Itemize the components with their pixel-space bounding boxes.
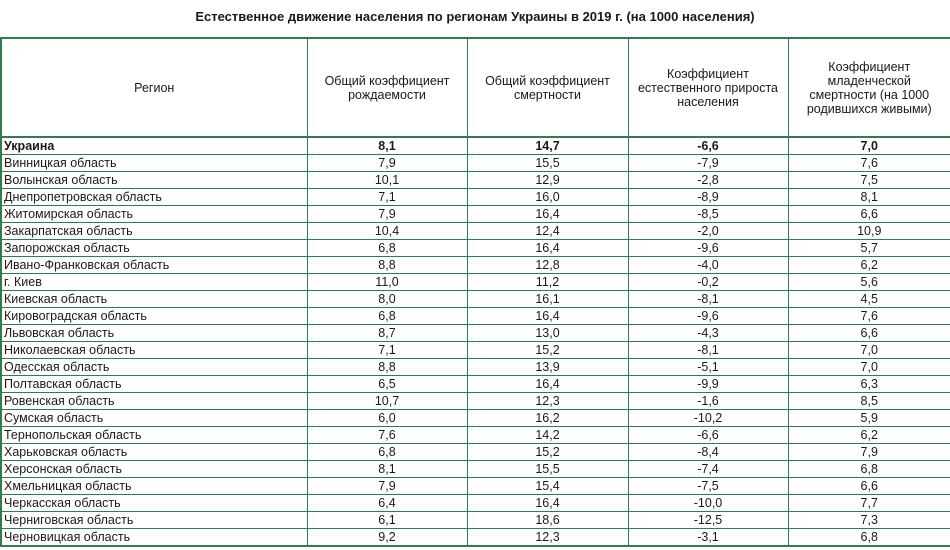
table-row (1, 359, 950, 376)
cell-natural-increase: -2,8 (628, 172, 788, 189)
cell-death-rate: 14,2 (467, 427, 628, 444)
population-table (0, 37, 950, 547)
page-title: Естественное движение населения по регионам Украины в 2019 г. (на 1000 населения) (195, 9, 755, 24)
cell-death-rate: 16,4 (467, 376, 628, 393)
cell-natural-increase: -4,0 (628, 257, 788, 274)
table-row (1, 376, 950, 393)
cell-birth-rate: 6,5 (307, 376, 467, 393)
cell-death-rate: 15,2 (467, 444, 628, 461)
table-row (1, 478, 950, 495)
cell-infant-mortality: 6,8 (788, 529, 950, 547)
cell-natural-increase: -2,0 (628, 223, 788, 240)
cell-region: г. Киев (1, 274, 307, 291)
cell-birth-rate: 10,4 (307, 223, 467, 240)
header-birth-rate: Общий коэффициент рождаемости (307, 38, 467, 137)
cell-death-rate: 12,3 (467, 529, 628, 547)
cell-infant-mortality: 5,6 (788, 274, 950, 291)
cell-region: Волынская область (1, 172, 307, 189)
cell-birth-rate: 6,0 (307, 410, 467, 427)
cell-birth-rate: 8,1 (307, 137, 467, 155)
table-row (1, 223, 950, 240)
cell-death-rate: 12,3 (467, 393, 628, 410)
cell-death-rate: 11,2 (467, 274, 628, 291)
cell-birth-rate: 10,1 (307, 172, 467, 189)
cell-region: Запорожская область (1, 240, 307, 257)
cell-infant-mortality: 5,9 (788, 410, 950, 427)
cell-death-rate: 16,4 (467, 308, 628, 325)
cell-natural-increase: -8,4 (628, 444, 788, 461)
cell-natural-increase: -10,2 (628, 410, 788, 427)
cell-death-rate: 16,2 (467, 410, 628, 427)
cell-region: Хмельницкая область (1, 478, 307, 495)
cell-infant-mortality: 7,6 (788, 308, 950, 325)
cell-birth-rate: 8,1 (307, 461, 467, 478)
cell-birth-rate: 7,1 (307, 342, 467, 359)
header-region: Регион (1, 38, 307, 137)
cell-natural-increase: -10,0 (628, 495, 788, 512)
cell-infant-mortality: 6,8 (788, 461, 950, 478)
cell-infant-mortality: 6,2 (788, 427, 950, 444)
cell-birth-rate: 8,0 (307, 291, 467, 308)
cell-death-rate: 15,5 (467, 461, 628, 478)
cell-infant-mortality: 7,7 (788, 495, 950, 512)
cell-region: Полтавская область (1, 376, 307, 393)
cell-death-rate: 13,0 (467, 325, 628, 342)
cell-birth-rate: 8,8 (307, 257, 467, 274)
table-row (1, 325, 950, 342)
table-row (1, 274, 950, 291)
table-row-total (1, 137, 950, 155)
cell-infant-mortality: 8,5 (788, 393, 950, 410)
table-row (1, 172, 950, 189)
cell-death-rate: 16,1 (467, 291, 628, 308)
table-row (1, 444, 950, 461)
cell-infant-mortality: 8,1 (788, 189, 950, 206)
cell-birth-rate: 8,8 (307, 359, 467, 376)
cell-death-rate: 13,9 (467, 359, 628, 376)
cell-infant-mortality: 7,0 (788, 342, 950, 359)
cell-region: Черниговская область (1, 512, 307, 529)
cell-region: Ивано-Франковская область (1, 257, 307, 274)
header-death-rate: Общий коэффициент смертности (467, 38, 628, 137)
cell-region: Одесская область (1, 359, 307, 376)
table-row (1, 393, 950, 410)
cell-natural-increase: -6,6 (628, 427, 788, 444)
cell-natural-increase: -9,6 (628, 240, 788, 257)
table-row (1, 189, 950, 206)
table-row (1, 461, 950, 478)
cell-infant-mortality: 6,6 (788, 206, 950, 223)
header-infant-mortality: Коэффициент младенческой смертности (на 1000 родившихся живыми) (788, 38, 950, 137)
cell-region: Черкасская область (1, 495, 307, 512)
cell-region: Кировоградская область (1, 308, 307, 325)
cell-natural-increase: -6,6 (628, 137, 788, 155)
cell-natural-increase: -9,6 (628, 308, 788, 325)
cell-infant-mortality: 6,2 (788, 257, 950, 274)
cell-region: Закарпатская область (1, 223, 307, 240)
cell-infant-mortality: 7,9 (788, 444, 950, 461)
table-row (1, 342, 950, 359)
cell-birth-rate: 7,9 (307, 155, 467, 172)
cell-natural-increase: -7,9 (628, 155, 788, 172)
cell-infant-mortality: 7,5 (788, 172, 950, 189)
table-body (1, 137, 950, 546)
cell-birth-rate: 6,8 (307, 308, 467, 325)
cell-death-rate: 18,6 (467, 512, 628, 529)
cell-birth-rate: 6,4 (307, 495, 467, 512)
cell-death-rate: 16,4 (467, 240, 628, 257)
header-row (1, 38, 950, 137)
cell-death-rate: 14,7 (467, 137, 628, 155)
table-row (1, 240, 950, 257)
cell-natural-increase: -7,5 (628, 478, 788, 495)
cell-natural-increase: -8,1 (628, 342, 788, 359)
cell-natural-increase: -0,2 (628, 274, 788, 291)
cell-infant-mortality: 10,9 (788, 223, 950, 240)
cell-infant-mortality: 7,6 (788, 155, 950, 172)
cell-birth-rate: 7,1 (307, 189, 467, 206)
table-header (1, 38, 950, 137)
cell-region: Днепропетровская область (1, 189, 307, 206)
cell-region: Винницкая область (1, 155, 307, 172)
table-row (1, 291, 950, 308)
cell-death-rate: 15,4 (467, 478, 628, 495)
table-row (1, 206, 950, 223)
cell-death-rate: 12,4 (467, 223, 628, 240)
cell-birth-rate: 9,2 (307, 529, 467, 547)
cell-birth-rate: 6,1 (307, 512, 467, 529)
cell-infant-mortality: 5,7 (788, 240, 950, 257)
cell-natural-increase: -8,5 (628, 206, 788, 223)
table-row (1, 495, 950, 512)
cell-natural-increase: -12,5 (628, 512, 788, 529)
cell-region: Николаевская область (1, 342, 307, 359)
cell-infant-mortality: 7,0 (788, 137, 950, 155)
cell-natural-increase: -7,4 (628, 461, 788, 478)
cell-natural-increase: -8,1 (628, 291, 788, 308)
cell-birth-rate: 10,7 (307, 393, 467, 410)
cell-death-rate: 15,2 (467, 342, 628, 359)
cell-death-rate: 16,4 (467, 206, 628, 223)
cell-birth-rate: 7,9 (307, 478, 467, 495)
table-row (1, 529, 950, 547)
table-row (1, 308, 950, 325)
table-container (0, 37, 950, 547)
header-natural-increase: Коэффициент естественного прироста населения (628, 38, 788, 137)
cell-death-rate: 12,8 (467, 257, 628, 274)
cell-region: Украина (1, 137, 307, 155)
cell-region: Киевская область (1, 291, 307, 308)
cell-birth-rate: 6,8 (307, 444, 467, 461)
cell-death-rate: 15,5 (467, 155, 628, 172)
cell-region: Житомирская область (1, 206, 307, 223)
cell-region: Черновицкая область (1, 529, 307, 547)
cell-region: Львовская область (1, 325, 307, 342)
cell-region: Тернопольская область (1, 427, 307, 444)
cell-infant-mortality: 6,3 (788, 376, 950, 393)
table-row (1, 155, 950, 172)
cell-birth-rate: 7,6 (307, 427, 467, 444)
table-row (1, 410, 950, 427)
cell-infant-mortality: 6,6 (788, 478, 950, 495)
cell-region: Ровенская область (1, 393, 307, 410)
cell-infant-mortality: 7,3 (788, 512, 950, 529)
cell-infant-mortality: 6,6 (788, 325, 950, 342)
cell-death-rate: 16,4 (467, 495, 628, 512)
cell-infant-mortality: 4,5 (788, 291, 950, 308)
table-row (1, 427, 950, 444)
cell-death-rate: 16,0 (467, 189, 628, 206)
cell-natural-increase: -5,1 (628, 359, 788, 376)
cell-birth-rate: 8,7 (307, 325, 467, 342)
cell-natural-increase: -8,9 (628, 189, 788, 206)
cell-infant-mortality: 7,0 (788, 359, 950, 376)
cell-natural-increase: -9,9 (628, 376, 788, 393)
cell-natural-increase: -3,1 (628, 529, 788, 547)
cell-region: Харьковская область (1, 444, 307, 461)
cell-birth-rate: 6,8 (307, 240, 467, 257)
cell-natural-increase: -4,3 (628, 325, 788, 342)
cell-region: Херсонская область (1, 461, 307, 478)
cell-birth-rate: 7,9 (307, 206, 467, 223)
cell-region: Сумская область (1, 410, 307, 427)
cell-birth-rate: 11,0 (307, 274, 467, 291)
cell-natural-increase: -1,6 (628, 393, 788, 410)
table-row (1, 512, 950, 529)
cell-death-rate: 12,9 (467, 172, 628, 189)
table-row (1, 257, 950, 274)
